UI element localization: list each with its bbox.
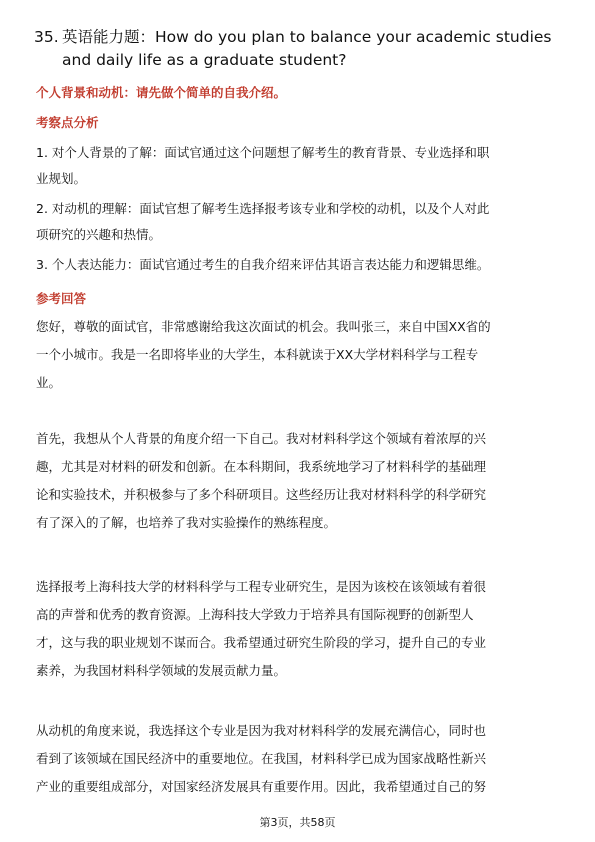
question-line-2: and daily life as a graduate student?: [62, 51, 347, 69]
question-line-1: 英语能力题：How do you plan to balance your academic studies: [62, 28, 552, 46]
answer-line: 有了深入的了解，也培养了我对实验操作的熟练程度。: [36, 515, 337, 530]
answer-line: 从动机的角度来说，我选择这个专业是因为我对材料科学的发展充满信心，同时也: [36, 723, 487, 738]
analysis-line: 3. 个人表达能力：面试官通过考生的自我介绍来评估其语言表达能力和逻辑思维。: [36, 257, 490, 272]
answer-line: 产业的重要组成部分，对国家经济发展具有重要作用。因此，我希望通过自己的努: [36, 779, 487, 794]
question-number: 35.: [34, 28, 59, 46]
answer-line: 趣，尤其是对材料的研发和创新。在本科期间，我系统地学习了材料科学的基础理: [36, 459, 487, 474]
answer-line: 才，这与我的职业规划不谋而合。我希望通过研究生阶段的学习，提升自己的专业: [36, 635, 487, 650]
answer-line: 高的声誉和优秀的教育资源。上海科技大学致力于培养具有国际视野的创新型人: [36, 607, 474, 622]
answer-line: 首先，我想从个人背景的角度介绍一下自己。我对材料科学这个领域有着浓厚的兴: [36, 431, 487, 446]
question-heading: [34, 26, 574, 72]
analysis-line: 1. 对个人背景的了解：面试官通过这个问题想了解考生的教育背景、专业选择和职: [36, 145, 490, 160]
answer-line: 选择报考上海科技大学的材料科学与工程专业研究生，是因为该校在该领域有着很: [36, 579, 487, 594]
analysis-line: 项研究的兴趣和热情。: [36, 227, 162, 242]
intro-prompt: 个人背景和动机：请先做个简单的自我介绍。: [36, 85, 287, 100]
answer-line: 您好，尊敬的面试官，非常感谢给我这次面试的机会。我叫张三，来自中国XX省的: [36, 319, 491, 334]
analysis-heading: 考察点分析: [36, 115, 99, 130]
answer-line: 一个小城市。我是一名即将毕业的大学生，本科就读于XX大学材料科学与工程专: [36, 347, 479, 362]
answer-line: 看到了该领域在国民经济中的重要地位。在我国，材料科学已成为国家战略性新兴: [36, 751, 487, 766]
answer-line: 素养，为我国材料科学领域的发展贡献力量。: [36, 663, 287, 678]
answer-line: 论和实验技术，并积极参与了多个科研项目。这些经历让我对材料科学的科学研究: [36, 487, 487, 502]
analysis-line: 2. 对动机的理解：面试官想了解考生选择报考该专业和学校的动机，以及个人对此: [36, 201, 490, 216]
answer-line: 业。: [36, 375, 62, 390]
answer-heading: 参考回答: [36, 291, 87, 306]
analysis-line: 业规划。: [36, 171, 87, 186]
page-footer: 第3页，共58页: [259, 816, 336, 829]
